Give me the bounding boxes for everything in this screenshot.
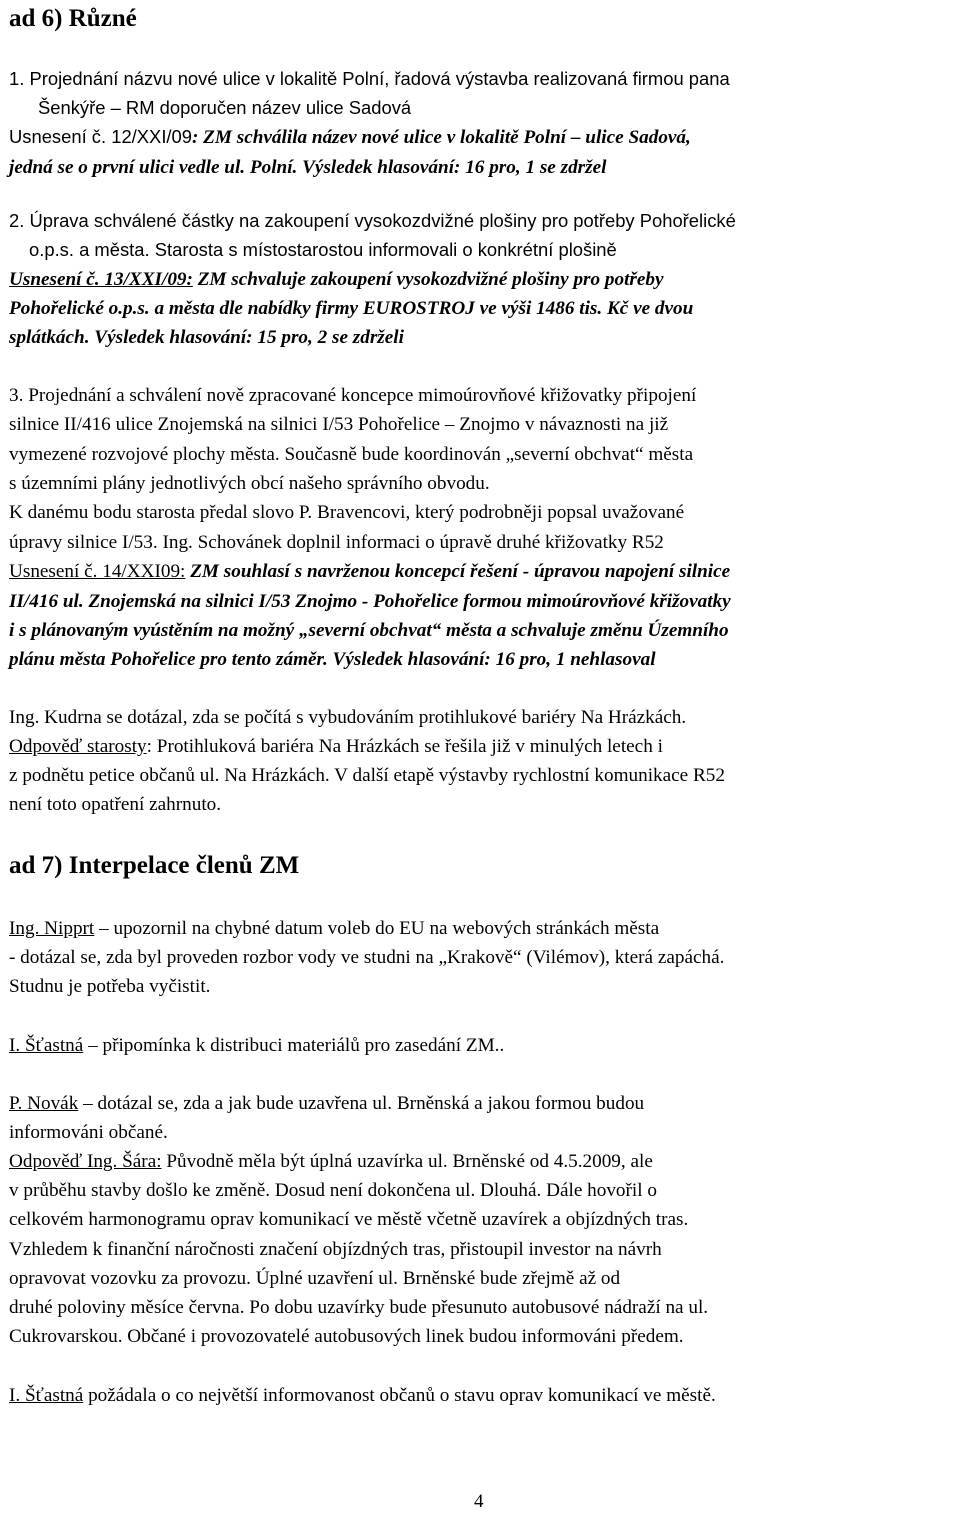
item-3-line-4: s územními plány jednotlivých obcí našeho správního obvodu.: [9, 473, 490, 494]
interpelation-3-line-4: v průběhu stavby došlo ke změně. Dosud není dokončena ul. Dlouhá. Dále hovořil o: [9, 1180, 657, 1201]
interpelation-1-line-2: - dotázal se, zda byl proveden rozbor vody ve studni na „Krakově“ (Vilémov), která zapáchá.: [9, 947, 725, 968]
item-1-line-4: jedná se o první ulici vedle ul. Polní. Výsledek hlasování: 16 pro, 1 se zdržel: [9, 157, 607, 178]
interpelation-3-answer: [9, 1152, 653, 1171]
speaker-name: P. Novák: [9, 1093, 79, 1114]
interpelation-1-line-3: Studnu je potřeba vyčistit.: [9, 976, 211, 997]
answer-text: : Protihluková bariéra Na Hrázkách se řešila již v minulých letech i: [146, 736, 663, 757]
question-line-1: Ing. Kudrna se dotázal, zda se počítá s vybudováním protihlukové bariéry Na Hrázkách.: [9, 707, 687, 728]
interpelation-3-line-9: Cukrovarskou. Občané i provozovatelé autobusových linek budou informováni předem.: [9, 1326, 684, 1347]
item-2-line-1: 2. Úprava schválené částky na zakoupení vysokozdvižné plošiny pro potřeby Pohořelické: [9, 210, 736, 231]
interpelation-text: – připomínka k distribuci materiálů pro zasedání ZM..: [83, 1035, 505, 1056]
interpelation-text: – dotázal se, zda a jak bude uzavřena ul. Brněnská a jakou formou budou: [78, 1093, 645, 1114]
resolution-label: Usnesení č. 14/XXI09:: [9, 561, 186, 582]
section-heading-6: ad 6) Různé: [9, 5, 137, 32]
item-3-line-10: plánu města Pohořelice pro tento záměr. Výsledek hlasování: 16 pro, 1 nehlasoval: [9, 649, 656, 670]
resolution-label: Usnesení č. 12/XXI/09: [9, 126, 192, 147]
item-3-resolution: [9, 562, 730, 581]
interpelation-3-line-7: opravovat vozovku za provozu. Úplné uzavření ul. Brněnské bude zřejmě až od: [9, 1268, 621, 1289]
section-heading-7: ad 7) Interpelace členů ZM: [9, 852, 300, 879]
interpelation-text: požádala o co největší informovanost občanů o stavu oprav komunikací ve městě.: [83, 1385, 716, 1406]
answer-label: Odpověď Ing. Šára:: [9, 1151, 162, 1172]
speaker-name: I. Šťastná: [9, 1385, 84, 1406]
interpelation-3-line-1: [9, 1094, 644, 1113]
interpelation-2-line-1: [9, 1036, 504, 1055]
interpelation-4-line-1: [9, 1386, 716, 1405]
item-1-resolution: [9, 128, 691, 147]
resolution-text: : ZM schválila název nové ulice v lokalitě Polní – ulice Sadová,: [192, 127, 691, 148]
item-2-line-2: o.p.s. a města. Starosta s místostarostou informovali o konkrétní plošině: [29, 239, 617, 260]
interpelation-1-line-1: [9, 919, 659, 938]
item-1-line-1: 1. Projednání názvu nové ulice v lokalitě Polní, řadová výstavba realizovaná firmou pana: [9, 68, 730, 89]
question-line-3: z podnětu petice občanů ul. Na Hrázkách. V další etapě výstavby rychlostní komunikace R52: [9, 765, 725, 786]
item-3-line-9: i s plánovaným vyústěním na možný „severní obchvat“ města a schvaluje změnu Územního: [9, 620, 729, 641]
item-3-line-2: silnice II/416 ulice Znojemská na silnici I/53 Pohořelice – Znojmo v návaznosti na již: [9, 414, 669, 435]
item-2-line-5: splátkách. Výsledek hlasování: 15 pro, 2 se zdrželi: [9, 327, 404, 348]
resolution-text: ZM souhlasí s navrženou koncepcí řešení - úpravou napojení silnice: [185, 561, 731, 582]
answer-text: Původně měla být úplná uzavírka ul. Brněnské od 4.5.2009, ale: [161, 1151, 653, 1172]
interpelation-3-line-6: Vzhledem k finanční náročnosti značení objízdných tras, přistoupil investor na návrh: [9, 1239, 662, 1260]
page-number: 4: [474, 1491, 484, 1512]
item-3-line-5: K danému bodu starosta předal slovo P. Bravencovi, který podrobněji popsal uvažované: [9, 502, 685, 523]
interpelation-3-line-8: druhé poloviny měsíce června. Po dobu uzavírky bude přesunuto autobusové nádraží na ul.: [9, 1297, 709, 1318]
speaker-name: Ing. Nipprt: [9, 918, 95, 939]
speaker-name: I. Šťastná: [9, 1035, 84, 1056]
interpelation-3-line-5: celkovém harmonogramu oprav komunikací ve městě včetně uzavírek a objízdných tras.: [9, 1209, 689, 1230]
resolution-text: ZM schvaluje zakoupení vysokozdvižné plošiny pro potřeby: [192, 269, 664, 290]
item-3-line-8: II/416 ul. Znojemská na silnici I/53 Znojmo - Pohořelice formou mimoúrovňové křižovatky: [9, 591, 731, 612]
item-3-line-6: úpravy silnice I/53. Ing. Schovánek doplnil informaci o úpravě druhé křižovatky R52: [9, 532, 664, 553]
item-2-resolution: [9, 270, 664, 289]
question-line-4: není toto opatření zahrnuto.: [9, 794, 222, 815]
answer-label: Odpověď starosty: [9, 736, 147, 757]
item-2-line-4: Pohořelické o.p.s. a města dle nabídky firmy EUROSTROJ ve výši 1486 tis. Kč ve dvou: [9, 298, 694, 319]
item-3-line-3: vymezené rozvojové plochy města. Současně bude koordinován „severní obchvat“ města: [9, 444, 694, 465]
item-3-line-1: 3. Projednání a schválení nově zpracované koncepce mimoúrovňové křižovatky připojení: [9, 385, 697, 406]
interpelation-text: – upozornil na chybné datum voleb do EU na webových stránkách města: [94, 918, 660, 939]
interpelation-3-line-2: informováni občané.: [9, 1122, 168, 1143]
answer-line: [9, 737, 663, 756]
resolution-label: Usnesení č. 13/XXI/09:: [9, 269, 193, 290]
item-1-line-2: Šenkýře – RM doporučen název ulice Sadová: [38, 97, 412, 118]
